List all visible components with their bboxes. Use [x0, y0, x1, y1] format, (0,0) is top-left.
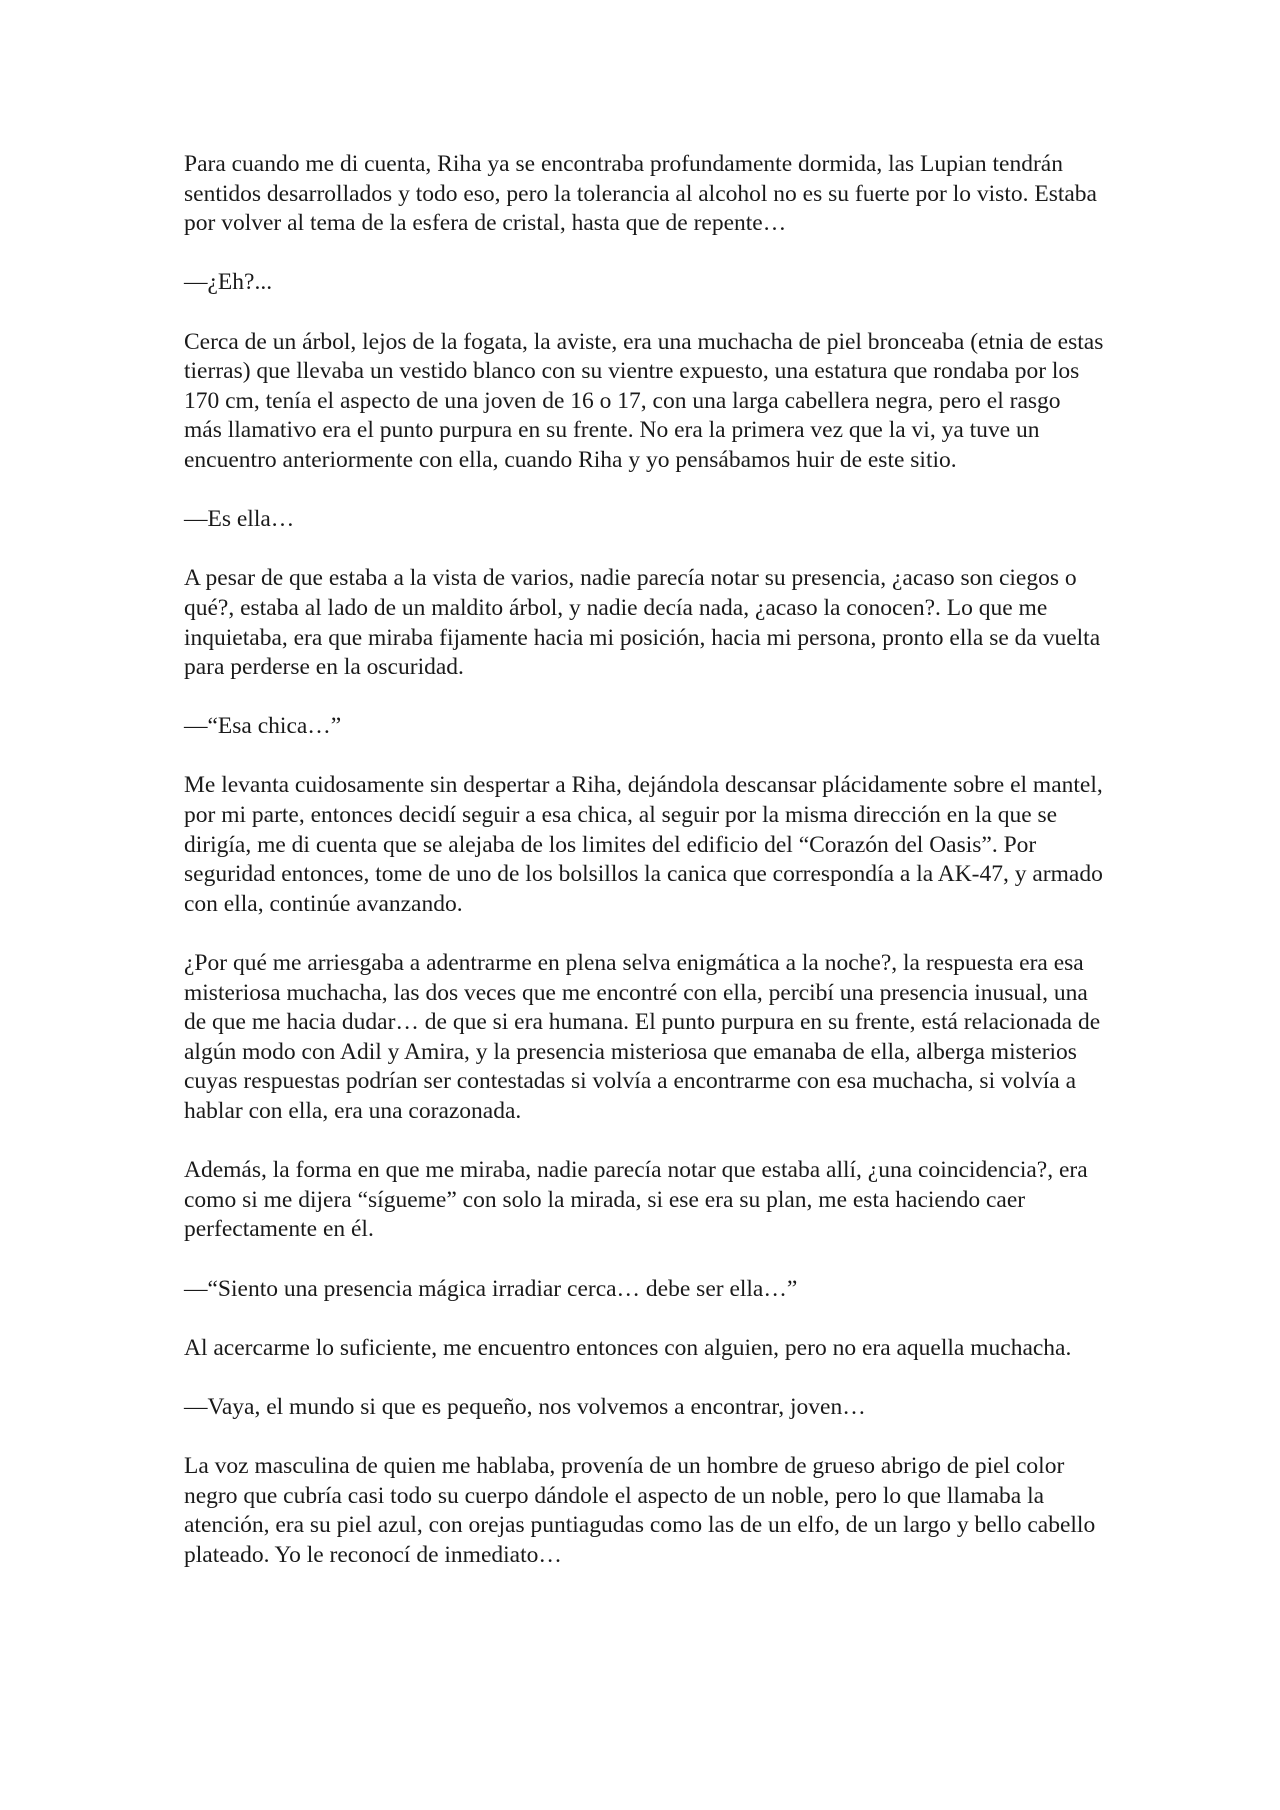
dialogue-line-5: —Vaya, el mundo si que es pequeño, nos volvemos a encontrar, joven…	[184, 1393, 866, 1420]
paragraph-7: Al acercarme lo suficiente, me encuentro entonces con alguien, pero no era aquella muchacha.	[184, 1334, 1072, 1361]
paragraph-4: Me levanta cuidosamente sin despertar a Riha, dejándola descansar plácidamente sobre el mantel, por mi parte, entonces decidí seguir a esa chica, al seguir por la misma dirección en la que se dirigía, me di cuenta que se alejaba de los limites del edificio del “Corazón del Oasis”. Por seguridad entonces, tome de uno de los bolsillos la canica que correspondía a la AK-47, y armado con ella, continúe avanzando.	[184, 772, 1103, 917]
paragraph-8: La voz masculina de quien me hablaba, provenía de un hombre de grueso abrigo de piel color negro que cubría casi todo su cuerpo dándole el aspecto de un noble, pero lo que llamaba la atención, era su piel azul, con orejas puntiagudas como las de un elfo, de un largo y bello cabello plateado. Yo le reconocí de inmediato…	[184, 1453, 1096, 1568]
paragraph-3: A pesar de que estaba a la vista de varios, nadie parecía notar su presencia, ¿acaso son ciegos o qué?, estaba al lado de un maldito árbol, y nadie decía nada, ¿acaso la conocen?. Lo que me inquietaba, era que miraba fijamente hacia mi posición, hacia mi persona, pronto ella se da vuelta para perderse en la oscuridad.	[184, 565, 1101, 681]
document-body	[184, 150, 1104, 1600]
dialogue-line-4: —“Siento una presencia mágica irradiar cerca… debe ser ella…”	[184, 1275, 798, 1302]
paragraph-6: Además, la forma en que me miraba, nadie parecía notar que estaba allí, ¿una coincidencia?, era como si me dijera “sígueme” con solo la mirada, si ese era su plan, me esta haciendo caer perfectamente en él.	[184, 1157, 1088, 1243]
dialogue-line-2: —Es ella…	[184, 506, 295, 533]
paragraph-1: Para cuando me di cuenta, Riha ya se encontraba profundamente dormida, las Lupian tendrán sentidos desarrollados y todo eso, pero la tolerancia al alcohol no es su fuerte por lo visto. Estaba por volver al tema de la esfera de cristal, hasta que de repente…	[184, 151, 1097, 237]
paragraph-2: Cerca de un árbol, lejos de la fogata, la aviste, era una muchacha de piel bronceaba (etnia de estas tierras) que llevaba un vestido blanco con su vientre expuesto, una estatura que rondaba por los 170 cm, tenía el aspecto de una joven de 16 o 17, con una larga cabellera negra, pero el rasgo más llamativo era el punto purpura en su frente. No era la primera vez que la vi, ya tuve un encuentro anteriormente con ella, cuando Riha y yo pensábamos huir de este sitio.	[184, 328, 1104, 473]
paragraph-5: ¿Por qué me arriesgaba a adentrarme en plena selva enigmática a la noche?, la respuesta era esa misteriosa muchacha, las dos veces que me encontré con ella, percibí una presencia inusual, una de que me hacia dudar… de que si era humana. El punto purpura en su frente, está relacionada de algún modo con Adil y Amira, y la presencia misteriosa que emanaba de ella, alberga misterios cuyas respuestas podrían ser contestadas si volvía a encontrarme con esa muchacha, si volvía a hablar con ella, era una corazonada.	[184, 950, 1101, 1124]
dialogue-line-3: —“Esa chica…”	[184, 713, 342, 740]
dialogue-line-1: —¿Eh?...	[184, 269, 273, 296]
